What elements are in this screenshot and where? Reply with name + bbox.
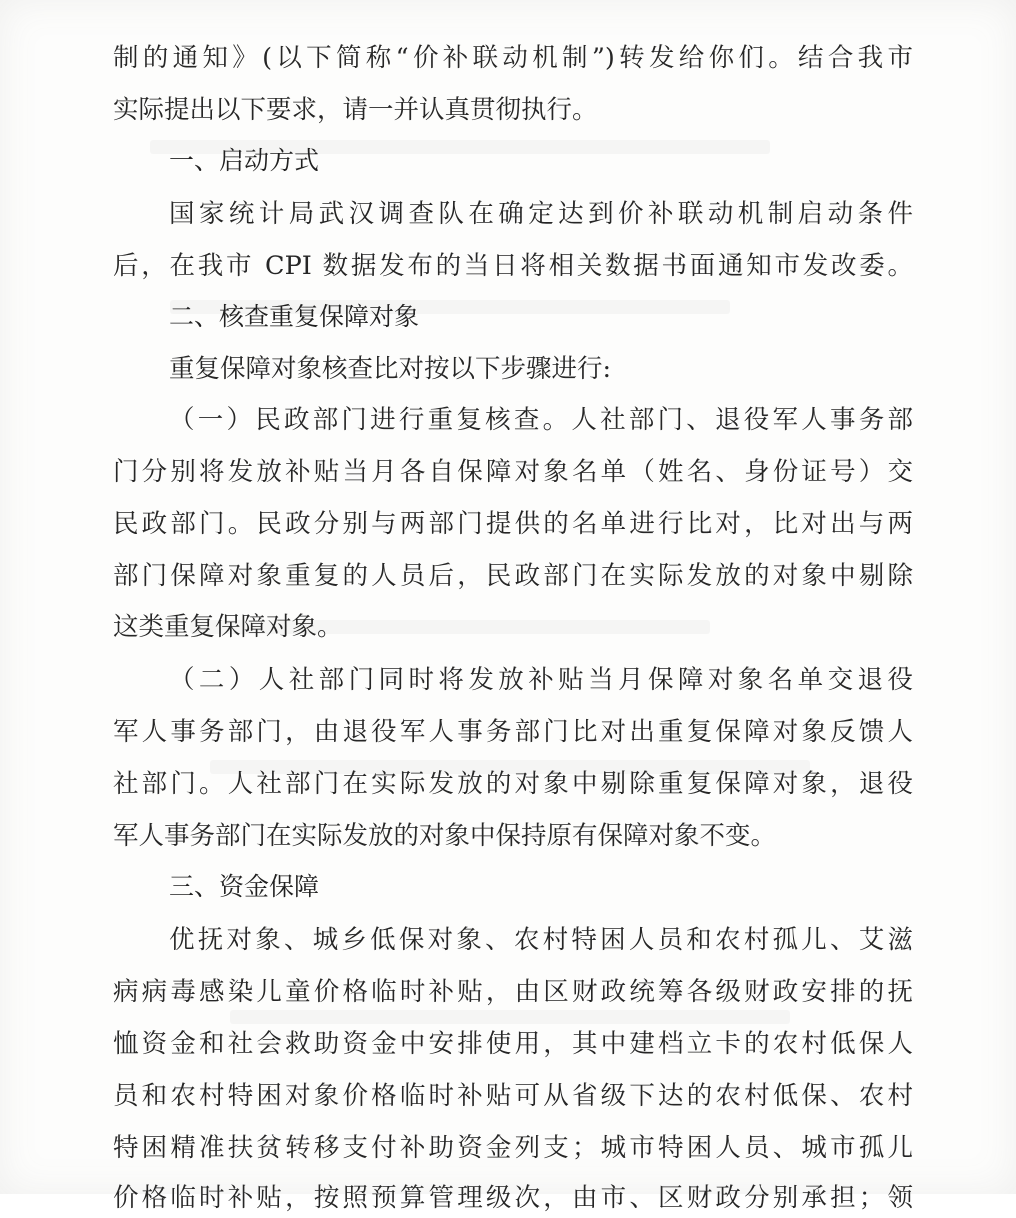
body-line-13: （二）人社部门同时将发放补贴当月保障对象名单交退役 [169,665,913,695]
body-line-8: （一）民政部门进行重复核查。人社部门、退役军人事务部 [169,405,913,435]
body-line-14: 军人事务部门，由退役军人事务部门比对出重复保障对象反馈人 [113,717,913,747]
body-line-20: 恤资金和社会救助资金中安排使用，其中建档立卡的农村低保人 [113,1029,913,1059]
section-heading-2: 二、核查重复保障对象 [169,302,420,331]
body-line-21: 员和农村特困对象价格临时补贴可从省级下达的农村低保、农村 [113,1081,913,1111]
section-heading-1: 一、启动方式 [169,146,320,175]
section-heading-3: 三、资金保障 [169,872,320,901]
body-line-11: 部门保障对象重复的人员后，民政部门在实际发放的对象中剔除 [113,561,913,591]
body-line-19: 病病毒感染儿童价格临时补贴，由区财政统筹各级财政安排的抚 [113,977,913,1007]
body-line-7: 重复保障对象核查比对按以下步骤进行: [169,354,612,384]
body-line-23: 价格临时补贴，按照预算管理级次，由市、区财政分别承担；领 [113,1183,913,1213]
body-line-15: 社部门。人社部门在实际发放的对象中剔除重复保障对象，退役 [113,769,913,799]
body-line-16: 军人事务部门在实际发放的对象中保持原有保障对象不变。 [113,821,777,851]
body-line-1: 制的通知》(以下简称“价补联动机制”)转发给你们。结合我市 [113,43,913,73]
body-line-9: 门分别将发放补贴当月各自保障对象名单（姓名、身份证号）交 [113,457,913,487]
body-line-5: 后，在我市 CPI 数据发布的当日将相关数据书面通知市发改委。 [113,251,913,281]
body-line-10: 民政部门。民政分别与两部门提供的名单进行比对，比对出与两 [113,509,913,539]
body-line-22: 特困精准扶贫转移支付补助资金列支；城市特困人员、城市孤儿 [113,1133,913,1163]
body-line-2: 实际提出以下要求，请一并认真贯彻执行。 [113,95,598,125]
body-line-12: 这类重复保障对象。 [113,612,343,642]
body-line-18: 优抚对象、城乡低保对象、农村特困人员和农村孤儿、艾滋 [169,925,913,955]
body-line-4: 国家统计局武汉调查队在确定达到价补联动机制启动条件 [169,199,913,229]
